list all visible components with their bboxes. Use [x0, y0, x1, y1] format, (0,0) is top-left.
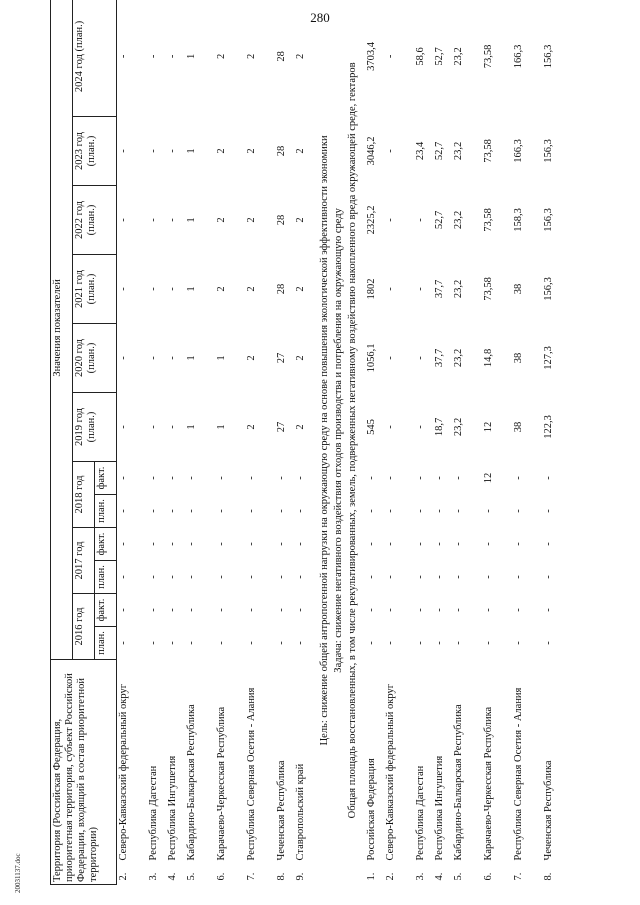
- row-number: 7.: [512, 872, 524, 881]
- value-cell: 2: [294, 286, 306, 292]
- value-cell: -: [185, 476, 197, 480]
- territory-name: Чеченская Республика: [275, 760, 287, 861]
- value-cell: -: [414, 542, 426, 546]
- value-cell: -: [185, 509, 197, 513]
- value-cell: -: [147, 287, 159, 291]
- value-cell: -: [452, 509, 464, 513]
- plan-subheader: план.: [95, 560, 117, 593]
- territory-name: Республика Дагестан: [147, 765, 159, 861]
- territory-header: Территория (Российская Федерация, приоритетная территория, субъект Российской Федерации, входящий в состав приоритетной территории): [51, 659, 117, 884]
- value-cell: 2: [294, 355, 306, 361]
- plan-year-header: 2024 год (план.): [73, 0, 117, 116]
- value-cell: 1: [185, 355, 197, 361]
- value-cell: -: [118, 356, 129, 360]
- value-cell: -: [147, 476, 159, 480]
- value-cell: -: [414, 218, 426, 222]
- value-cell: -: [166, 287, 178, 291]
- value-cell: 23,2: [452, 141, 464, 161]
- value-cell: -: [512, 608, 524, 612]
- value-cell: 28: [275, 51, 287, 62]
- value-cell: 38: [512, 352, 524, 364]
- value-cell: 52,7: [433, 47, 445, 66]
- page-number: 280: [310, 10, 330, 25]
- value-cell: 28: [275, 283, 287, 295]
- value-cell: -: [542, 608, 554, 612]
- value-cell: 1: [185, 424, 197, 430]
- row-number: 9.: [294, 872, 306, 881]
- value-cell: 37,7: [433, 279, 445, 299]
- value-cell: -: [542, 641, 554, 645]
- value-cell: -: [118, 509, 129, 513]
- territory-name: Северо-Кавказский федеральный округ: [384, 683, 396, 861]
- value-cell: -: [166, 608, 178, 612]
- value-cell: 23,4: [414, 141, 426, 161]
- fact-subheader: факт.: [95, 527, 117, 560]
- value-cell: -: [118, 149, 129, 153]
- row-number: 3.: [414, 872, 426, 881]
- table-row: [245, 0, 275, 885]
- value-cell: -: [365, 641, 377, 645]
- territory-name: Кабардино-Балкарская Республика: [452, 704, 464, 861]
- value-cell: -: [482, 509, 494, 513]
- value-cell: -: [542, 509, 554, 513]
- value-cell: -: [166, 575, 178, 579]
- value-cell: -: [384, 641, 396, 645]
- value-cell: -: [433, 542, 445, 546]
- value-cell: -: [542, 476, 554, 480]
- value-cell: 2: [245, 148, 257, 154]
- value-cell: -: [433, 509, 445, 513]
- plan-year-header: 2020 год (план.): [73, 323, 117, 392]
- value-cell: -: [414, 641, 426, 645]
- year-2016-header: 2016 год: [73, 593, 95, 659]
- value-cell: 2: [245, 217, 257, 223]
- value-cell: -: [365, 542, 377, 546]
- value-cell: 2: [294, 424, 306, 430]
- value-cell: -: [147, 54, 159, 59]
- value-cell: 2325,2: [365, 205, 377, 235]
- value-cell: 28: [275, 145, 287, 157]
- value-cell: 158,3: [512, 208, 524, 232]
- row-number: 7.: [245, 872, 257, 881]
- value-cell: -: [433, 476, 445, 480]
- section-1-rows: [117, 0, 313, 885]
- value-cell: 23,2: [452, 210, 464, 230]
- value-cell: -: [166, 476, 178, 480]
- table-row: [117, 0, 147, 885]
- plan-subheader: план.: [95, 494, 117, 527]
- value-cell: -: [384, 608, 396, 612]
- value-cell: -: [384, 575, 396, 579]
- row-number: 2.: [384, 872, 396, 881]
- value-cell: -: [275, 509, 287, 513]
- value-cell: 1: [215, 355, 227, 361]
- row-number: 5.: [185, 872, 197, 881]
- table-row: [147, 0, 166, 885]
- plan-year-header: 2022 год (план.): [73, 185, 117, 254]
- row-number: 6.: [482, 872, 494, 881]
- value-cell: -: [275, 575, 287, 579]
- value-cell: 156,3: [542, 208, 554, 232]
- value-cell: -: [275, 542, 287, 546]
- value-cell: -: [414, 608, 426, 612]
- row-number: 6.: [215, 872, 227, 881]
- value-cell: 1: [215, 424, 227, 430]
- value-cell: 73,58: [482, 139, 494, 163]
- value-cell: 14,8: [482, 348, 494, 368]
- value-cell: 2: [245, 424, 257, 430]
- value-cell: 1: [185, 148, 197, 154]
- value-cell: -: [414, 575, 426, 579]
- value-cell: -: [185, 542, 197, 546]
- value-cell: -: [275, 608, 287, 612]
- value-cell: 73,58: [482, 277, 494, 301]
- value-cell: 2: [294, 53, 306, 60]
- territory-name: Чеченская Республика: [542, 760, 554, 861]
- value-cell: -: [294, 542, 306, 546]
- table-row: [275, 0, 294, 885]
- value-cell: -: [147, 425, 159, 429]
- value-cell: -: [215, 608, 227, 612]
- value-cell: -: [166, 509, 178, 513]
- value-cell: -: [147, 542, 159, 546]
- value-cell: -: [118, 608, 129, 612]
- value-cell: 37,7: [433, 348, 445, 368]
- value-cell: 166,3: [512, 139, 524, 163]
- value-cell: -: [384, 509, 396, 513]
- value-cell: 52,7: [433, 141, 445, 161]
- territory-name: Республика Северная Осетия - Алания: [512, 687, 524, 861]
- value-cell: 156,3: [542, 44, 554, 69]
- value-cell: -: [384, 476, 396, 480]
- value-cell: 52,7: [433, 210, 445, 230]
- section-2-rows: [365, 0, 561, 885]
- value-cell: -: [166, 54, 178, 59]
- value-cell: -: [118, 476, 129, 480]
- value-cell: -: [166, 425, 178, 429]
- value-cell: 3046,2: [365, 136, 377, 166]
- table-row: [185, 0, 215, 885]
- value-cell: -: [433, 575, 445, 579]
- value-cell: 156,3: [542, 139, 554, 163]
- value-cell: -: [215, 476, 227, 480]
- value-cell: -: [414, 476, 426, 480]
- value-cell: 58,6: [414, 47, 426, 66]
- value-cell: -: [512, 641, 524, 645]
- value-cell: -: [365, 476, 377, 480]
- value-cell: -: [166, 356, 178, 360]
- row-number: 8.: [275, 872, 287, 881]
- value-cell: -: [166, 542, 178, 546]
- table-row: [294, 0, 313, 885]
- value-cell: -: [118, 54, 129, 59]
- value-cell: 2: [215, 286, 227, 292]
- value-cell: -: [215, 641, 227, 645]
- table-row: [452, 0, 482, 885]
- value-cell: 2: [294, 148, 306, 154]
- table-row: [215, 0, 245, 885]
- value-cell: 23,2: [452, 417, 464, 437]
- value-cell: -: [365, 608, 377, 612]
- value-cell: -: [118, 425, 129, 429]
- year-2018-header: 2018 год: [73, 461, 95, 527]
- value-cell: -: [452, 608, 464, 612]
- value-cell: -: [245, 641, 257, 645]
- value-cell: -: [433, 608, 445, 612]
- territory-name: Кабардино-Балкарская Республика: [185, 704, 197, 861]
- row-number: 4.: [166, 872, 178, 881]
- row-number: 4.: [433, 872, 445, 881]
- task-text: Задача: снижение негативного воздействия отходов производства и потребления на окружающую среду: [332, 208, 344, 673]
- value-cell: 2: [245, 286, 257, 292]
- table-row: [542, 0, 561, 885]
- value-cell: -: [512, 476, 524, 480]
- value-cell: -: [118, 641, 129, 645]
- table-row: [433, 0, 452, 885]
- value-cell: -: [294, 575, 306, 579]
- territory-name: Республика Ингушетия: [166, 755, 178, 861]
- value-cell: -: [118, 542, 129, 546]
- value-cell: -: [118, 287, 129, 291]
- value-cell: 12: [482, 472, 494, 484]
- value-cell: -: [384, 542, 396, 546]
- value-cell: 1: [185, 53, 197, 60]
- table-row: [414, 0, 433, 885]
- value-cell: -: [384, 356, 396, 360]
- value-cell: -: [384, 218, 396, 222]
- value-cell: -: [414, 425, 426, 429]
- territory-name: Карачаево-Черкесская Республика: [482, 706, 494, 861]
- territory-name: Карачаево-Черкесская Республика: [215, 706, 227, 861]
- row-number: 3.: [147, 872, 159, 881]
- value-cell: -: [245, 476, 257, 480]
- value-cell: 38: [512, 421, 524, 433]
- value-cell: 1802: [365, 278, 377, 300]
- value-cell: 156,3: [542, 277, 554, 301]
- value-cell: -: [245, 608, 257, 612]
- value-cell: 23,2: [452, 47, 464, 66]
- indicator-text: Общая площадь восстановленных, в том числе рекультивированных, земель, подверженных негативному воздействию накопленного вреда окружающей среде, гектаров: [346, 62, 358, 819]
- value-cell: 73,58: [482, 44, 494, 69]
- value-cell: 2: [215, 148, 227, 154]
- value-cell: -: [215, 575, 227, 579]
- value-cell: 23,2: [452, 348, 464, 368]
- value-cell: 2: [294, 217, 306, 223]
- plan-subheader: план.: [95, 626, 117, 659]
- value-cell: 27: [275, 352, 287, 364]
- value-cell: -: [245, 542, 257, 546]
- value-cell: 23,2: [452, 279, 464, 299]
- value-cell: 73,58: [482, 208, 494, 232]
- value-cell: -: [365, 509, 377, 513]
- value-cell: -: [512, 509, 524, 513]
- value-cell: -: [482, 608, 494, 612]
- value-cell: -: [482, 641, 494, 645]
- value-cell: -: [452, 575, 464, 579]
- row-number: 8.: [542, 872, 554, 881]
- value-cell: -: [215, 542, 227, 546]
- table-row: [384, 0, 414, 885]
- value-cell: -: [452, 641, 464, 645]
- territory-name: Ставропольский край: [294, 763, 306, 861]
- value-cell: 1: [185, 286, 197, 292]
- value-cell: -: [384, 425, 396, 429]
- rotated-page-content: [50, 20, 640, 885]
- row-number: 2.: [118, 872, 129, 881]
- plan-year-header: 2019 год (план.): [73, 392, 117, 461]
- value-cell: -: [542, 542, 554, 546]
- value-cell: 1056,1: [365, 343, 377, 373]
- value-cell: 38: [512, 283, 524, 295]
- value-cell: -: [118, 575, 129, 579]
- value-cell: -: [452, 542, 464, 546]
- table-row: [365, 0, 384, 885]
- goal-text: Цель: снижение общей антропогенной нагрузки на окружающую среду на основе повышения экологической эффективности экономики: [318, 135, 330, 746]
- territory-name: Республика Ингушетия: [433, 755, 445, 861]
- value-cell: -: [294, 476, 306, 480]
- value-cell: -: [384, 149, 396, 153]
- value-cell: 3703,4: [365, 41, 377, 71]
- table-row: [166, 0, 185, 885]
- value-cell: -: [147, 608, 159, 612]
- value-cell: -: [294, 509, 306, 513]
- value-cell: -: [452, 476, 464, 480]
- value-cell: -: [245, 509, 257, 513]
- value-cell: 27: [275, 421, 287, 433]
- value-cell: -: [185, 575, 197, 579]
- indicators-table: [50, 0, 561, 885]
- value-cell: -: [147, 149, 159, 153]
- value-cell: -: [512, 542, 524, 546]
- value-cell: -: [118, 218, 129, 222]
- value-cell: -: [245, 575, 257, 579]
- value-cell: -: [384, 287, 396, 291]
- value-cell: -: [512, 575, 524, 579]
- value-cell: -: [433, 641, 445, 645]
- value-cell: -: [147, 509, 159, 513]
- value-cell: -: [414, 287, 426, 291]
- value-cell: -: [482, 575, 494, 579]
- value-cell: 28: [275, 214, 287, 226]
- value-cell: 122,3: [542, 415, 554, 439]
- value-cell: -: [147, 218, 159, 222]
- table-row: [512, 0, 542, 885]
- value-cell: 545: [365, 419, 377, 435]
- value-cell: 2: [215, 217, 227, 223]
- value-cell: 127,3: [542, 346, 554, 370]
- row-number: 1.: [365, 872, 377, 881]
- value-cell: -: [414, 356, 426, 360]
- territory-name: Северо-Кавказский федеральный округ: [118, 683, 129, 861]
- table-row: [482, 0, 512, 885]
- value-cell: -: [294, 641, 306, 645]
- value-cell: -: [215, 509, 227, 513]
- row-number: 5.: [452, 872, 464, 881]
- value-cell: -: [185, 608, 197, 612]
- value-cell: -: [384, 54, 396, 59]
- value-cell: 2: [245, 355, 257, 361]
- value-cell: -: [294, 608, 306, 612]
- value-cell: -: [147, 356, 159, 360]
- document-code: 20031137.doc: [14, 853, 22, 893]
- value-cell: -: [147, 575, 159, 579]
- value-cell: 2: [215, 53, 227, 60]
- territory-name: Республика Дагестан: [414, 765, 426, 861]
- value-cell: -: [166, 641, 178, 645]
- value-cell: -: [275, 476, 287, 480]
- value-cell: -: [147, 641, 159, 645]
- value-cell: -: [166, 149, 178, 153]
- value-cell: 166,3: [512, 44, 524, 69]
- value-cell: -: [414, 509, 426, 513]
- value-cell: -: [185, 641, 197, 645]
- value-cell: -: [365, 575, 377, 579]
- year-2017-header: 2017 год: [73, 527, 95, 593]
- fact-subheader: факт.: [95, 593, 117, 626]
- plan-year-header: 2021 год (план.): [73, 254, 117, 323]
- territory-name: Российская Федерация: [365, 758, 377, 861]
- value-cell: 12: [482, 421, 494, 433]
- value-cell: -: [482, 542, 494, 546]
- value-cell: -: [275, 641, 287, 645]
- plan-year-header: 2023 год (план.): [73, 116, 117, 185]
- value-cell: 1: [185, 217, 197, 223]
- fact-subheader: факт.: [95, 461, 117, 494]
- value-cell: 2: [245, 53, 257, 60]
- values-header: Значения показателей: [51, 0, 73, 659]
- value-cell: -: [166, 218, 178, 222]
- value-cell: 18,7: [433, 417, 445, 437]
- value-cell: -: [542, 575, 554, 579]
- territory-name: Республика Северная Осетия - Алания: [245, 687, 257, 861]
